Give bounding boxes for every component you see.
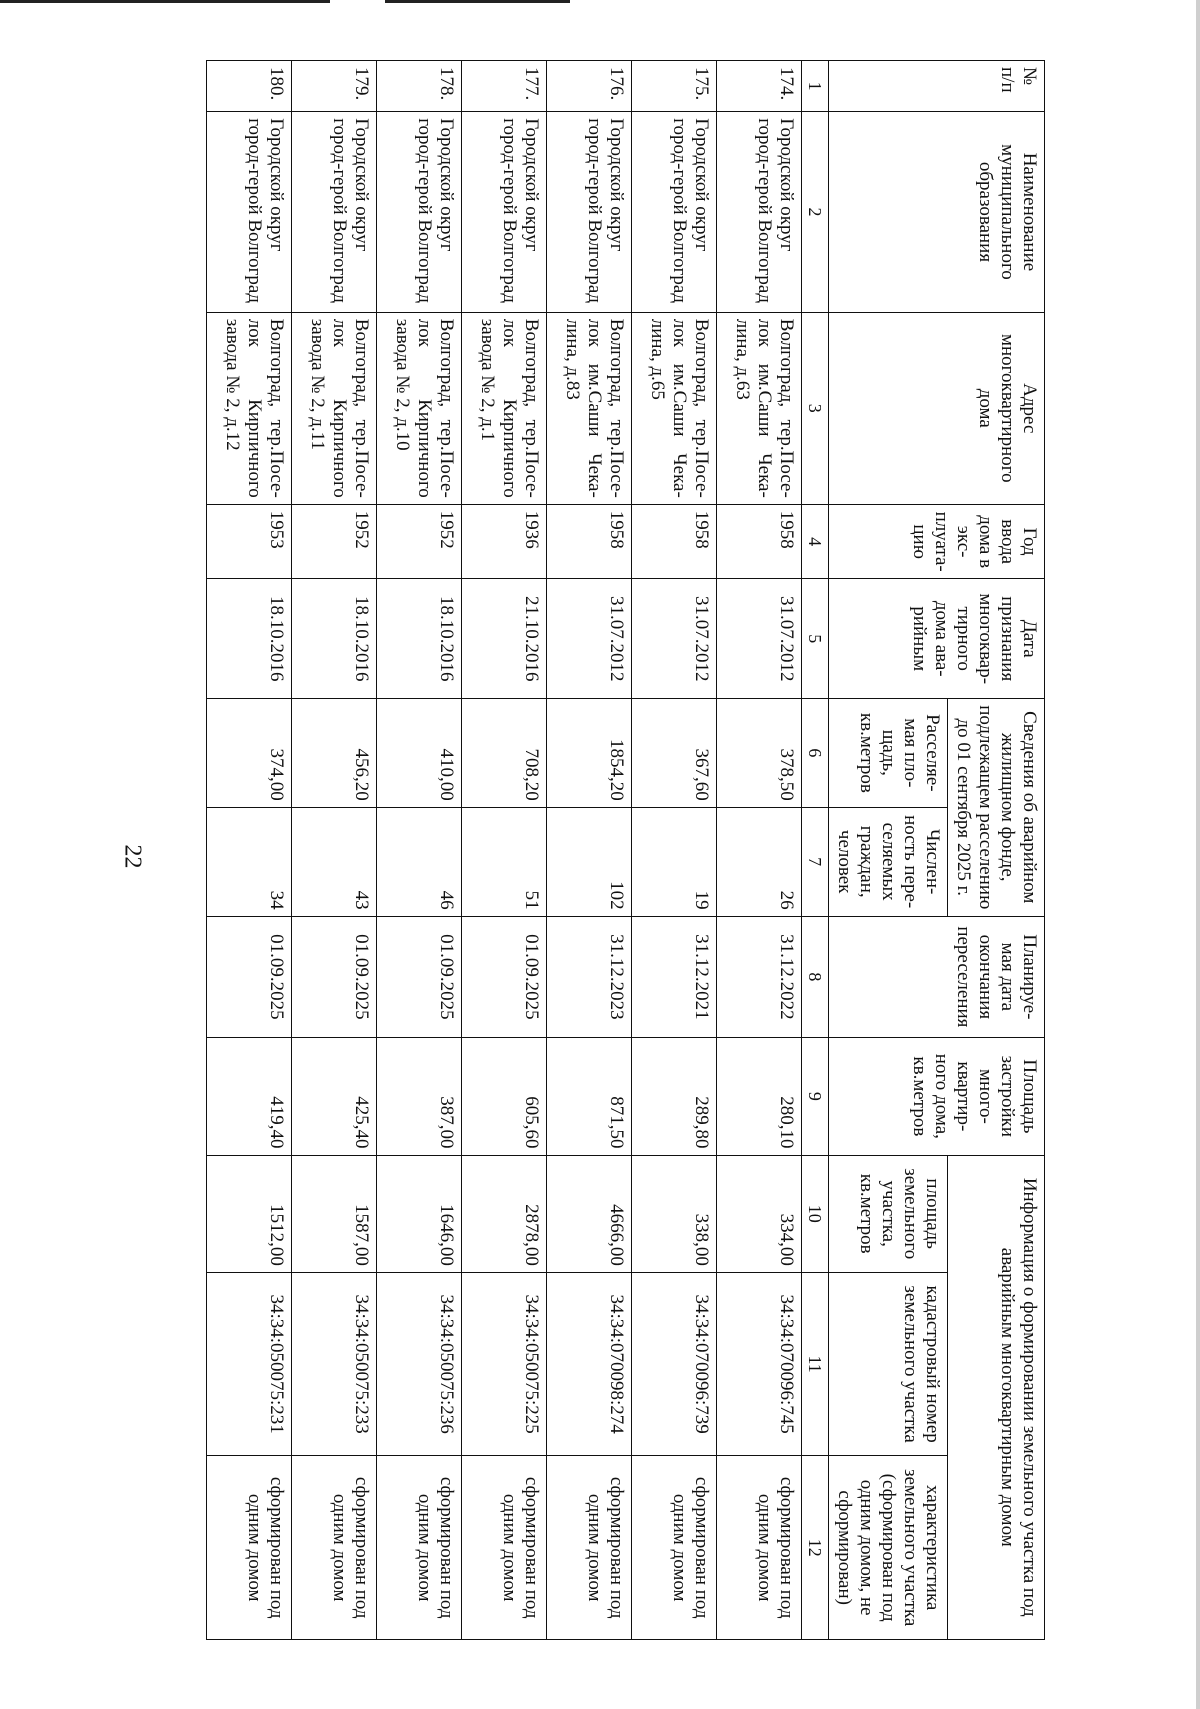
cadastral-number: 34:34:070098:274 xyxy=(547,1272,632,1456)
column-number: 4 xyxy=(802,504,829,579)
relocated-population: 43 xyxy=(292,807,377,916)
house-address: Волгоград, тер.Посе-лок Кирпичного завода № 2, д.11 xyxy=(292,312,377,504)
relocated-population: 102 xyxy=(547,807,632,916)
land-area: 4666,00 xyxy=(547,1155,632,1272)
row-number: 178. xyxy=(377,61,462,112)
row-number: 179. xyxy=(292,61,377,112)
municipality-name: Городской округ город-герой Волгоград xyxy=(292,112,377,313)
row-number: 174. xyxy=(717,61,802,112)
planned-end-date: 31.12.2022 xyxy=(717,916,802,1038)
table-row xyxy=(207,61,292,1640)
relocated-area: 456,20 xyxy=(292,698,377,807)
column-number: 10 xyxy=(802,1155,829,1272)
house-address: Волгоград, тер.Посе-лок им.Саши Чека-лина, д.65 xyxy=(632,312,717,504)
header-row-1 xyxy=(948,61,1045,1640)
house-address: Волгоград, тер.Посе-лок им.Саши Чека-лина, д.83 xyxy=(547,312,632,504)
land-area: 334,00 xyxy=(717,1155,802,1272)
row-number: 177. xyxy=(462,61,547,112)
scan-top-rule-left xyxy=(0,0,330,3)
header-address: Адрес многоквартирного дома xyxy=(829,312,1045,504)
municipality-name: Городской округ город-герой Волгоград xyxy=(377,112,462,313)
municipality-name: Городской округ город-герой Волгоград xyxy=(462,112,547,313)
cadastral-number: 34:34:070096:745 xyxy=(717,1272,802,1456)
table-row xyxy=(377,61,462,1640)
land-area: 2878,00 xyxy=(462,1155,547,1272)
header-land-char: характеристика земельного участка (сформирован под одним домом, не сформирован) xyxy=(829,1456,948,1640)
header-year: Год ввода дома в экс-плуата-цию xyxy=(829,504,1045,579)
column-number: 8 xyxy=(802,916,829,1038)
rotated-table-sheet xyxy=(165,60,1045,1640)
land-characteristic: сформирован под одним домом xyxy=(632,1456,717,1640)
table-row xyxy=(717,61,802,1640)
relocated-population: 46 xyxy=(377,807,462,916)
building-area: 289,80 xyxy=(632,1038,717,1155)
column-number: 7 xyxy=(802,807,829,916)
planned-end-date: 01.09.2025 xyxy=(292,916,377,1038)
relocated-area: 1854,20 xyxy=(547,698,632,807)
column-number: 11 xyxy=(802,1272,829,1456)
column-number: 5 xyxy=(802,579,829,698)
land-characteristic: сформирован под одним домом xyxy=(547,1456,632,1640)
column-number: 12 xyxy=(802,1456,829,1640)
emergency-date: 31.07.2012 xyxy=(547,579,632,698)
emergency-housing-table xyxy=(206,60,1045,1640)
commission-year: 1958 xyxy=(632,504,717,579)
header-building-area: Площадь застройки много-квартир-ного дома, кв.метров xyxy=(829,1038,1045,1155)
header-planned-date: Планируе-мая дата окончания переселения xyxy=(829,916,1045,1038)
relocated-population: 19 xyxy=(632,807,717,916)
planned-end-date: 01.09.2025 xyxy=(462,916,547,1038)
row-number: 175. xyxy=(632,61,717,112)
municipality-name: Городской округ город-герой Волгоград xyxy=(717,112,802,313)
header-group-land: Информация о формировании земельного участка под аварийным многоквартирным домом xyxy=(948,1155,1045,1639)
emergency-date: 21.10.2016 xyxy=(462,579,547,698)
building-area: 871,50 xyxy=(547,1038,632,1155)
relocated-population: 26 xyxy=(717,807,802,916)
planned-end-date: 31.12.2023 xyxy=(547,916,632,1038)
relocated-area: 708,20 xyxy=(462,698,547,807)
land-area: 1587,00 xyxy=(292,1155,377,1272)
land-characteristic: сформирован под одним домом xyxy=(207,1456,292,1640)
emergency-date: 18.10.2016 xyxy=(292,579,377,698)
building-area: 419,40 xyxy=(207,1038,292,1155)
house-address: Волгоград, тер.Посе-лок Кирпичного завода № 2, д.12 xyxy=(207,312,292,504)
land-characteristic: сформирован под одним домом xyxy=(462,1456,547,1640)
house-address: Волгоград, тер.Посе-лок Кирпичного завода № 2, д.10 xyxy=(377,312,462,504)
table-row xyxy=(462,61,547,1640)
building-area: 605,60 xyxy=(462,1038,547,1155)
header-municipality: Наименование муниципального образования xyxy=(829,112,1045,313)
emergency-date: 31.07.2012 xyxy=(717,579,802,698)
column-number: 6 xyxy=(802,698,829,807)
municipality-name: Городской округ город-герой Волгоград xyxy=(207,112,292,313)
row-number: 176. xyxy=(547,61,632,112)
planned-end-date: 31.12.2021 xyxy=(632,916,717,1038)
land-characteristic: сформирован под одним домом xyxy=(377,1456,462,1640)
building-area: 280,10 xyxy=(717,1038,802,1155)
building-area: 387,00 xyxy=(377,1038,462,1155)
row-number: 180. xyxy=(207,61,292,112)
cadastral-number: 34:34:070096:739 xyxy=(632,1272,717,1456)
page-number: 22 xyxy=(119,844,146,869)
header-num: № п/п xyxy=(829,61,1045,112)
column-number: 1 xyxy=(802,61,829,112)
header-group-relocation: Сведения об аварийном жилищном фонде, подлежащем расселению до 01 сентября 2025 г. xyxy=(948,698,1045,916)
planned-end-date: 01.09.2025 xyxy=(207,916,292,1038)
cadastral-number: 34:34:050075:225 xyxy=(462,1272,547,1456)
municipality-name: Городской округ город-герой Волгоград xyxy=(547,112,632,313)
planned-end-date: 01.09.2025 xyxy=(377,916,462,1038)
table-body xyxy=(207,61,802,1640)
commission-year: 1952 xyxy=(377,504,462,579)
column-number: 9 xyxy=(802,1038,829,1155)
relocated-area: 374,00 xyxy=(207,698,292,807)
table-row xyxy=(632,61,717,1640)
land-area: 338,00 xyxy=(632,1155,717,1272)
header-land-area: площадь земельного участка, кв.метров xyxy=(829,1155,948,1272)
municipality-name: Городской округ город-герой Волгоград xyxy=(632,112,717,313)
land-characteristic: сформирован под одним домом xyxy=(292,1456,377,1640)
land-area: 1646,00 xyxy=(377,1155,462,1272)
cadastral-number: 34:34:050075:231 xyxy=(207,1272,292,1456)
relocated-population: 51 xyxy=(462,807,547,916)
relocated-area: 378,50 xyxy=(717,698,802,807)
house-address: Волгоград, тер.Посе-лок им.Саши Чека-лина, д.63 xyxy=(717,312,802,504)
house-address: Волгоград, тер.Посе-лок Кирпичного завода № 2, д.1 xyxy=(462,312,547,504)
building-area: 425,40 xyxy=(292,1038,377,1155)
land-characteristic: сформирован под одним домом xyxy=(717,1456,802,1640)
commission-year: 1952 xyxy=(292,504,377,579)
land-area: 1512,00 xyxy=(207,1155,292,1272)
relocated-area: 410,00 xyxy=(377,698,462,807)
cadastral-number: 34:34:050075:233 xyxy=(292,1272,377,1456)
column-number-row xyxy=(802,61,829,1640)
table-row xyxy=(292,61,377,1640)
emergency-date: 18.10.2016 xyxy=(207,579,292,698)
commission-year: 1958 xyxy=(717,504,802,579)
emergency-date: 31.07.2012 xyxy=(632,579,717,698)
table-row xyxy=(547,61,632,1640)
header-date-emergency: Дата признания многоквар-тирного дома ава-рийным xyxy=(829,579,1045,698)
header-population: Числен-ность пере-селяемых граждан, человек xyxy=(829,807,948,916)
header-cadastral: кадастровый номер земельного участка xyxy=(829,1272,948,1456)
scan-right-edge xyxy=(1196,0,1200,1709)
relocated-area: 367,60 xyxy=(632,698,717,807)
column-number: 2 xyxy=(802,112,829,313)
relocated-population: 34 xyxy=(207,807,292,916)
emergency-date: 18.10.2016 xyxy=(377,579,462,698)
commission-year: 1953 xyxy=(207,504,292,579)
cadastral-number: 34:34:050075:236 xyxy=(377,1272,462,1456)
commission-year: 1936 xyxy=(462,504,547,579)
commission-year: 1958 xyxy=(547,504,632,579)
header-area-relocated: Расселяе-мая пло-щадь, кв.метров xyxy=(829,698,948,807)
scan-top-rule-right xyxy=(385,0,570,3)
column-number: 3 xyxy=(802,312,829,504)
